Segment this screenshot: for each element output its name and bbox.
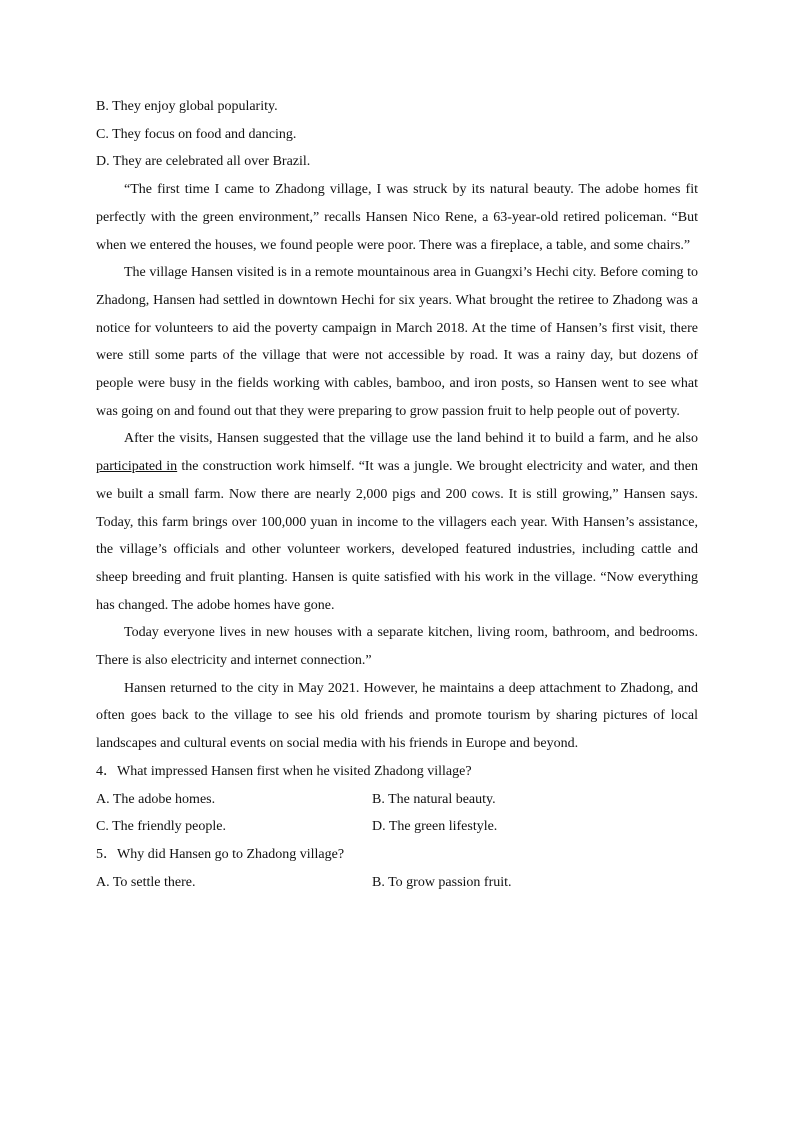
question-4-option-a[interactable]: A. The adobe homes. — [96, 791, 216, 807]
question-5-option-a[interactable]: A. To settle there. — [96, 874, 196, 890]
underlined-phrase: participated in — [96, 459, 178, 475]
question-5-stem: 5．Why did Hansen go to Zhadong village? — [96, 846, 345, 862]
prev-option-d: D. They are celebrated all over Brazil. — [96, 154, 311, 170]
question-4-stem: 4．What impressed Hansen first when he visited Zhadong village? — [96, 763, 472, 779]
passage-paragraph-5: Hansen returned to the city in May 2021. However, he maintains a deep attachment to Zhadong, and often goes back to the village to see his old friends and promote tourism by sharing pictures of local landscapes and cultural events on social media with his friends in Europe and beyond. — [96, 680, 698, 752]
question-4-options-row-2 — [96, 813, 698, 841]
question-5-option-b[interactable]: B. To grow passion fruit. — [372, 874, 512, 890]
paragraph-3-text-end: the construction work himself. “It was a jungle. We brought electricity and water, and then we built a small farm. Now there are nearly 2,000 pigs and 200 cows. It is still growing,” Hansen says. Today, this farm brings over 100,000 yuan in income to the villagers each year. With Hansen’s assistance, the village’s officials and other volunteer workers, developed featured industries, including cattle and sheep breeding and fruit planting. Hansen is quite satisfied with his work in the village. “Now everything has changed. The adobe homes have gone. — [96, 459, 699, 613]
paragraph-3-text-start: After the visits, Hansen suggested that the village use the land behind it to build a farm, and he also — [124, 431, 698, 447]
question-4-option-b[interactable]: B. The natural beauty. — [372, 791, 496, 807]
worksheet-page — [96, 93, 698, 896]
passage-paragraph-1: “The first time I came to Zhadong village, I was struck by its natural beauty. The adobe homes fit perfectly with the green environment,” recalls Hansen Nico Rene, a 63-year-old retired policeman. “But when we entered the houses, we found people were poor. There was a fireplace, a table, and some chairs.” — [96, 182, 698, 253]
passage-paragraph-3 — [96, 425, 698, 619]
passage-paragraph-4: Today everyone lives in new houses with a separate kitchen, living room, bathroom, and bedrooms. There is also electricity and internet connection.” — [96, 625, 698, 669]
prev-option-b: B. They enjoy global popularity. — [96, 99, 278, 114]
prev-option-c: C. They focus on food and dancing. — [96, 126, 297, 142]
passage-paragraph-2: The village Hansen visited is in a remote mountainous area in Guangxi’s Hechi city. Before coming to Zhadong, Hansen had settled in downtown Hechi for six years. What brought the retiree to Zhadong was a notice for volunteers to aid the poverty campaign in March 2018. At the time of Hansen’s first visit, there were still some parts of the village that were not accessible by road. It was a rainy day, but dozens of people were busy in the fields working with cables, bamboo, and iron posts, so Hansen went to see what was going on and found out that they were preparing to grow passion fruit to help people out of poverty. — [96, 265, 698, 419]
question-5-options-row-1 — [96, 869, 698, 897]
question-4-option-d[interactable]: D. The green lifestyle. — [372, 819, 498, 835]
question-4-option-c[interactable]: C. The friendly people. — [96, 819, 226, 835]
question-4-options-row-1 — [96, 786, 698, 814]
